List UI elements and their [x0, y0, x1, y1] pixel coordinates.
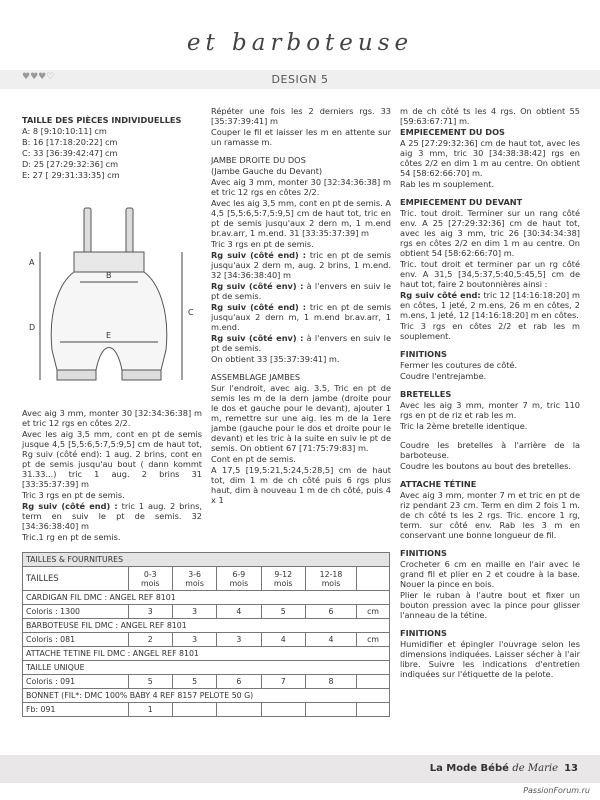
label-c: C	[188, 308, 194, 317]
table-row: Coloris : 081 2 3 3 4 4 cm	[23, 633, 390, 647]
c3-p10: Avec les aig 3 mm, monter 7 m, tric 110 rgs en pt de riz et rab les m.	[400, 400, 580, 420]
footer-brand: La Mode Bébé de Marie	[429, 763, 558, 774]
section-band: DESIGN 5	[0, 70, 600, 89]
label-e: E	[106, 331, 112, 340]
c2-p4: Avec les aig 3,5 mm, cont en pt de semis. A 4,5 [5,5:6,5:7,5:9,5] cm de haut tot, tric en pt de semis jusqu'aux 2 dern m, 1 m.end br.av.arr, 1 m.end. 31 [33:35:37:39] m	[211, 198, 391, 238]
c3-p11: Tric la 2ème bretelle identique.	[400, 421, 528, 431]
table-section-row: BARBOTEUSE FIL DMC : ANGEL REF 8101	[23, 619, 390, 633]
c3-h2: EMPIECEMENT DU DEVANT	[400, 197, 523, 207]
c2-h2: ASSEMBLAGE JAMBES	[211, 372, 301, 382]
c2-p9: Rg suiv (côté env) : à l'envers en suiv le pt de semis.	[211, 333, 391, 353]
column-middle	[211, 106, 391, 506]
c3-h1: EMPIECEMENT DU DOS	[400, 127, 505, 137]
c3-p8: Fermer les coutures de côté.	[400, 360, 518, 370]
page-title: et barboteuse	[186, 30, 414, 56]
c2-p1: Répéter une fois les 2 derniers rgs. 33 [35:37:39:41] m	[211, 106, 391, 126]
c3-p13: Coudre les boutons au bout des bretelles.	[400, 461, 572, 471]
c3-p12: Coudre les bretelles à l'arrière de la barboteuse.	[400, 440, 580, 460]
column-left-bottom	[22, 408, 202, 543]
c3-p4: Tric. tout droit. Terminer sur un rang côté env. A 25 [27:29:32:36] cm de haut tot, avec les aig 3 mm, tric 26 [30:34:34:38] rgs en côtes 2/2 en dim 1 m au centre. On obtient 54 [58:62:66:70] m.	[400, 208, 580, 258]
c3-h6: FINITIONS	[400, 548, 447, 558]
sizes-supplies-table	[22, 552, 390, 717]
table-title: TAILLES & FOURNITURES	[23, 553, 390, 567]
c3-p6: Rg suiv côté end: tric 12 [14:16:18:20] m en côtes, 1 jeté, 2 m.ens, 26 m en côtes, 2 m.ens, 1 jeté, 12 [14:16:18:20] m en côtes.	[400, 290, 580, 320]
c3-p1: m de ch côté ts les 4 rgs. On obtient 55 [59:63:67:71] m.	[400, 106, 580, 126]
table-row: Coloris : 091 5 5 6 7 8	[23, 675, 390, 689]
c2-p8: Rg suiv (côté end) : tric en pt de semis jusqu'aux 2 dern m, 1 m.end br.av.arr, 1 m.end.	[211, 302, 391, 332]
c2-h1: JAMBE DROITE DU DOS	[211, 155, 306, 165]
label-b: B	[106, 271, 112, 280]
c2-p3: Avec aig 3 mm, monter 30 [32:34:36:38] m et tric 12 rgs en côtes 2/2.	[211, 177, 391, 197]
watermark: PassionForum.ru	[523, 786, 590, 795]
size-col-4: 9-12 mois	[261, 567, 305, 591]
c2-p13: A 17,5 [19,5:21,5:24,5:28,5] cm de haut tot, dim 1 m de ch côté puis 6 rgs plus haut, dim à nouveau 1 m de ch côté, puis 4 x 1	[211, 465, 391, 505]
c3-p16: Plier le ruban à l'autre bout et fixer un bouton pression avec la pince pour glisser l'anneau de la tétine.	[400, 590, 580, 620]
c2-p5: Tric 3 rgs en pt de semis.	[211, 239, 314, 249]
size-col-3: 6-9 mois	[217, 567, 261, 591]
size-col-1: 0-3 mois	[128, 567, 172, 591]
c3-h3: FINITIONS	[400, 349, 447, 359]
sizes-label: TAILLES	[23, 567, 129, 591]
sizes-heading: TAILLE DES PIÈCES INDIVIDUELLES	[22, 115, 182, 125]
size-col-5: 12-18 mois	[305, 567, 356, 591]
c2-p10: On obtient 33 [35:37:39:41] m.	[211, 354, 340, 364]
table-header-row	[23, 553, 390, 567]
c3-p14: Avec aig 3 mm, monter 7 m et tric en pt de riz pendant 23 cm. Term en dim 2 fois 1 m. de ch côté ts les 2 rgs. Tric. encore 1 rg, term. sur côté env. Rab les 3 m en conservant une bonne longueur de fil.	[400, 490, 580, 540]
size-a: A: 8 [9:10:10:11] cm	[22, 126, 107, 136]
hearts-decoration: ♥♥♥♡	[22, 72, 55, 82]
table-row: Coloris : 1300 3 3 4 5 6 cm	[23, 605, 390, 619]
c2-p7: Rg suiv (côté env) : à l'envers en suiv le pt de semis.	[211, 281, 391, 301]
table-section-row: TAILLE UNIQUE	[23, 661, 390, 675]
c3-h4: BRETELLES	[400, 389, 452, 399]
table-sizes-row	[23, 567, 390, 591]
c3-p7: Tric 3 rgs en côtes 2/2 et rab les m souplement.	[400, 321, 580, 341]
size-c: C: 33 [36:39:42:47] cm	[22, 148, 118, 158]
c2-p6: Rg suiv (côté end) : tric en pt de semis jusqu'aux 2 dern m, aug. 2 brins, 1 m.end. 32 [34:36:38:40] m	[211, 250, 391, 280]
size-b: B: 16 [17:18:20:22] cm	[22, 137, 118, 147]
c3-p3: Rab les m souplement.	[400, 179, 495, 189]
c3-p17: Humidifier et épingler l'ouvrage selon les dimensions indiquées. Laisser sécher à l'air libre. Suivre les indications d'entretien indiquées sur l'étiquette de la pelote.	[400, 639, 580, 679]
size-e: E: 27 [ 29:31:33:35] cm	[22, 170, 120, 180]
c3-h7: FINITIONS	[400, 628, 447, 638]
c1-p4: Rg suiv (côté end) : tric 1 aug. 2 brins, term en suiv le pt de semis. 32 [34:36:38:40] m	[22, 501, 202, 531]
c3-p9: Coudre l'entrejambe.	[400, 371, 487, 381]
table-section-row: BONNET (FIL*: DMC 100% BABY 4 REF 8157 PELOTE 50 G)	[23, 689, 390, 703]
c1-p5: Tric.1 rg en pt de semis.	[22, 532, 121, 542]
c3-h5: ATTACHE TÉTINE	[400, 479, 477, 489]
romper-diagram	[22, 200, 202, 400]
c2-p12: Cont en pt de semis.	[211, 454, 296, 464]
size-col-2: 3-6 mois	[172, 567, 216, 591]
c1-p2: Avec les aig 3,5 mm, cont en pt de semis jusque 4,5 [5,5:6,5:7,5:9,5] cm de haut tot, Rg suiv (côté end): 1 aug. 2 brins, cont en pt de semis jusqu'au bout ( dann kommt 31.33...) tric 1 aug. 2 brins 31 [33:35:37:39] m	[22, 429, 202, 489]
c1-p1: Avec aig 3 mm, monter 30 [32:34:36:38] m et tric 12 rgs en côtes 2/2.	[22, 408, 202, 428]
table-section-row: ATTACHE TETINE FIL DMC : ANGEL REF 8101	[23, 647, 390, 661]
c3-p5: Tric. tout droit et terminer par un rg côté env. A 31,5 [34,5:37,5:40,5:45,5] cm de haut tot, faire 2 boutonnières ainsi :	[400, 259, 580, 289]
c3-p15: Crocheter 6 cm en maille en l'air avec le grand fil et plier en 2 et coudre à la base. Nouer la pince en bois.	[400, 559, 580, 589]
column-left-top	[22, 115, 202, 181]
size-d: D: 25 [27:29:32:36] cm	[22, 159, 119, 169]
table-row: Fb: 091 1	[23, 703, 390, 717]
label-d: D	[29, 323, 36, 332]
table-section-row: CARDIGAN FIL DMC : ANGEL REF 8101	[23, 591, 390, 605]
page-number: 13	[564, 763, 578, 774]
column-right	[400, 106, 580, 680]
c2-p2: Couper le fil et laisser les m en attente sur un ramasse m.	[211, 127, 391, 147]
c2-h1b: (Jambe Gauche du Devant)	[211, 166, 323, 176]
c1-p3: Tric 3 rgs en pt de semis.	[22, 490, 125, 500]
label-a: A	[29, 258, 35, 267]
c2-p11: Sur l'endroit, avec aig. 3.5, Tric en pt de semis les m de la dern jambe (droite pour le dos et gauche pour le devant), ajouter 1 m, remettre sur une aig. les m de la 1ere jambe (gauche pour le dos et droite pour le devant) et les tric à la suite en suiv le pt de semis. On obtient 67 [71:75:79:83] m.	[211, 383, 391, 453]
c3-p2: A 25 [27:29:32:36] cm de haut tot, avec les aig 3 mm, tric 30 [34:38:38:42] rgs en côtes 2/2 en dim 1 m au centre. On obtient 54 [58:62:66:70] m.	[400, 138, 580, 178]
